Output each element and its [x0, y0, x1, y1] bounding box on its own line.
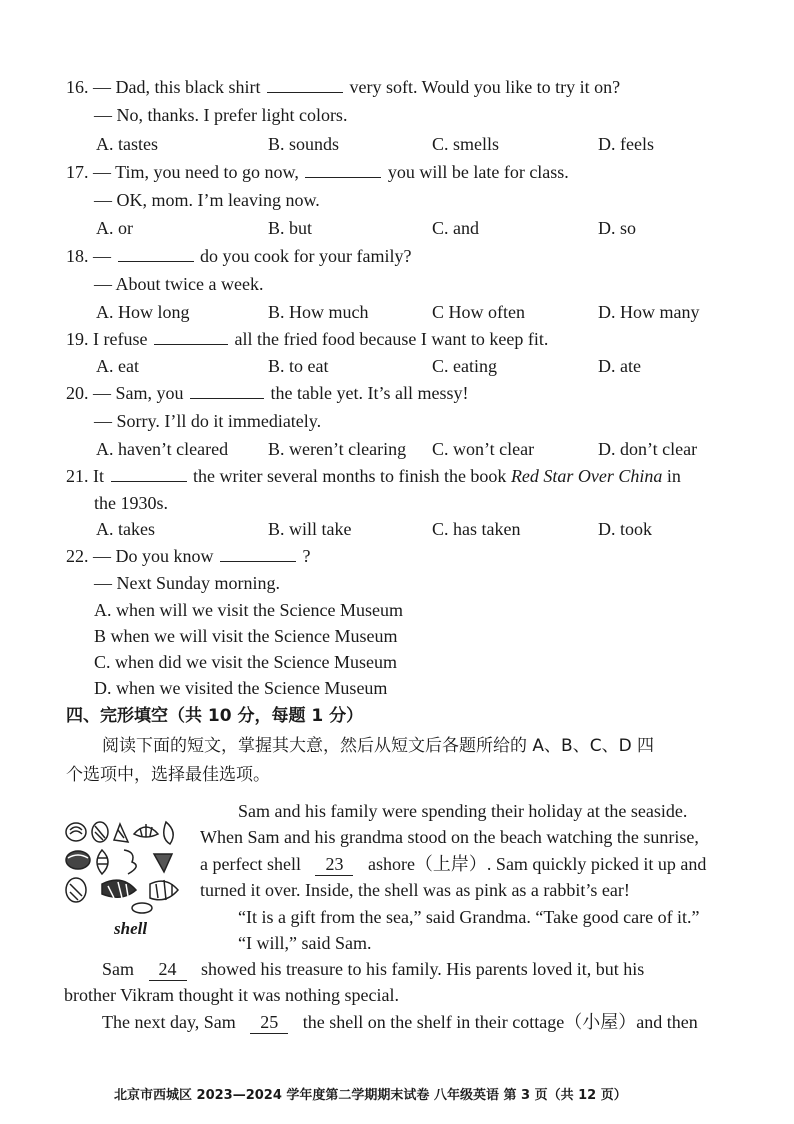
passage-line-4: turned it over. Inside, the shell was as pink as a rabbit’s ear!	[200, 880, 630, 900]
q21-stem: 21. It the writer several months to finish the book Red Star Over China in	[66, 466, 681, 486]
passage-line-2: When Sam and his grandma stood on the beach watching the sunrise,	[200, 827, 699, 847]
q20-blank	[190, 382, 264, 399]
shell-illustration	[62, 818, 186, 914]
q19-stem: 19. I refuse all the fried food because I want to keep fit.	[66, 329, 549, 349]
q21-book-title: Red Star Over China	[510, 466, 663, 486]
q18-blank	[118, 245, 194, 262]
section-heading: 四、完形填空（共 10 分，每题 1 分）	[66, 706, 364, 726]
q21-blank	[111, 465, 187, 482]
q16-option-c: C. smells	[432, 134, 500, 154]
q16-option-d: D. feels	[598, 134, 654, 154]
q22-blank	[220, 545, 296, 562]
q16-response: — No, thanks. I prefer light colors.	[94, 105, 348, 125]
q20-option-c: C. won’t clear	[432, 439, 535, 459]
q22-option-d: D. when we visited the Science Museum	[94, 678, 388, 698]
q17-option-a: A. or	[96, 218, 133, 238]
q19-option-a: A. eat	[96, 356, 139, 376]
q18-response: — About twice a week.	[94, 274, 264, 294]
q21-option-a: A. takes	[96, 519, 155, 539]
q20-stem: 20. — Sam, you the table yet. It’s all messy!	[66, 383, 469, 403]
q19-option-d: D. ate	[598, 356, 641, 376]
q22-option-a: A. when will we visit the Science Museum	[94, 600, 403, 620]
q19-option-c: C. eating	[432, 356, 497, 376]
page-footer: 北京市西城区 2023—2024 学年度第二学期期末试卷 八年级英语 第 3 页（共 12 页）	[114, 1088, 627, 1103]
section-instruction-line-2: 个选项中，选择最佳选项。	[66, 765, 270, 785]
q17-blank	[305, 161, 381, 178]
q21-option-c: C. has taken	[432, 519, 521, 539]
blank-25: 25	[250, 1011, 288, 1034]
blank-23: 23	[315, 853, 353, 876]
section-instruction-line-1: 阅读下面的短文，掌握其大意，然后从短文后各题所给的 A、B、C、D 四	[102, 736, 655, 756]
q21-option-b: B. will take	[268, 519, 352, 539]
q18-option-a: A. How long	[96, 302, 190, 322]
passage-line-7: Sam 24 showed his treasure to his family. His parents loved it, but his	[102, 959, 645, 979]
q16-option-b: B. sounds	[268, 134, 340, 154]
q17-option-c: C. and	[432, 218, 479, 238]
passage-line-8: brother Vikram thought it was nothing special.	[64, 985, 400, 1005]
q16-stem: 16. — Dad, this black shirt very soft. Would you like to try it on?	[66, 77, 621, 97]
q16-blank	[267, 76, 343, 93]
image-caption: shell	[114, 919, 148, 938]
q16-option-a: A. tastes	[96, 134, 158, 154]
q22-option-c: C. when did we visit the Science Museum	[94, 652, 397, 672]
blank-24: 24	[149, 958, 187, 981]
q20-response: — Sorry. I’ll do it immediately.	[94, 411, 322, 431]
q21-stem-continued: the 1930s.	[94, 493, 168, 513]
passage-line-5: “It is a gift from the sea,” said Grandma. “Take good care of it.”	[238, 907, 700, 927]
passage-line-1: Sam and his family were spending their holiday at the seaside.	[238, 801, 688, 821]
q17-option-b: B. but	[268, 218, 313, 238]
passage-line-3: a perfect shell 23 ashore（上岸）. Sam quickly picked it up and	[200, 854, 707, 874]
q17-stem: 17. — Tim, you need to go now, you will be late for class.	[66, 162, 569, 182]
q18-option-d: D. How many	[598, 302, 700, 322]
q19-option-b: B. to eat	[268, 356, 329, 376]
q20-option-d: D. don’t clear	[598, 439, 698, 459]
q22-option-b: B when we will visit the Science Museum	[94, 626, 398, 646]
q21-option-d: D. took	[598, 519, 652, 539]
q20-option-b: B. weren’t clearing	[268, 439, 407, 459]
q22-response: — Next Sunday morning.	[94, 573, 280, 593]
q17-option-d: D. so	[598, 218, 637, 238]
q17-response: — OK, mom. I’m leaving now.	[94, 190, 320, 210]
q19-blank	[154, 328, 228, 345]
q20-option-a: A. haven’t cleared	[96, 439, 229, 459]
shell-icon	[62, 818, 186, 914]
q18-option-c: C How often	[432, 302, 525, 322]
q18-option-b: B. How much	[268, 302, 369, 322]
passage-line-9: The next day, Sam 25 the shell on the shelf in their cottage（小屋）and then	[102, 1012, 698, 1032]
q18-stem: 18. — do you cook for your family?	[66, 246, 412, 266]
q22-stem: 22. — Do you know ?	[66, 546, 311, 566]
passage-line-6: “I will,” said Sam.	[238, 933, 372, 953]
